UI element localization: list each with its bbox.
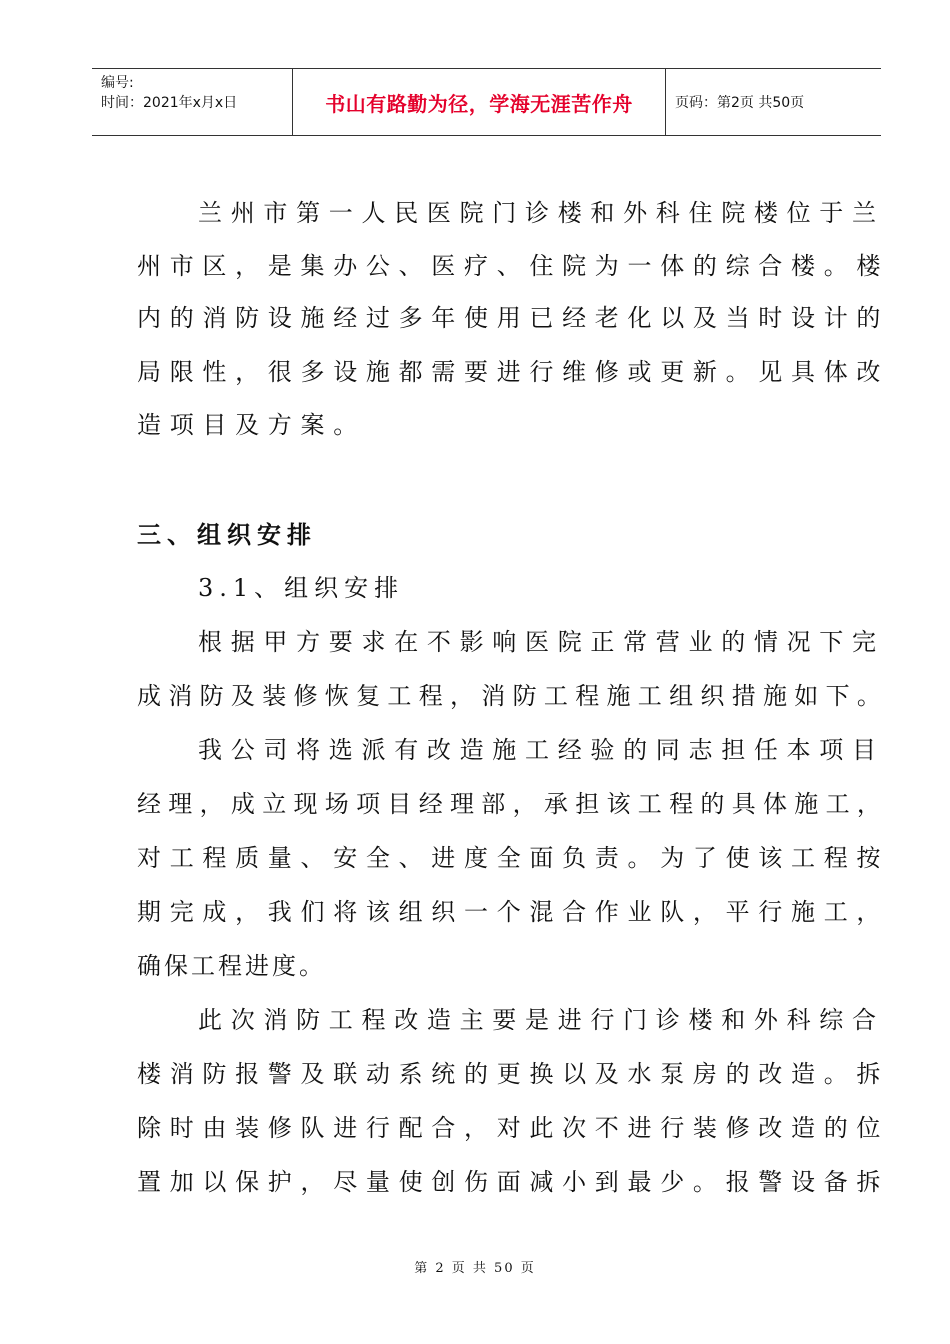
body-line: 经理，成立现场项目经理部，承担该工程的具体施工， [137, 790, 889, 818]
body-line: 造项目及方案。 [137, 411, 366, 439]
body-line: 兰州市第一人民医院门诊楼和外科住院楼位于兰 [198, 199, 885, 227]
header-page-info: 页码：第2页 共50页 [675, 95, 805, 111]
header-meta-cell [92, 69, 293, 135]
body-line: 除时由装修队进行配合，对此次不进行装修改造的位 [137, 1114, 890, 1142]
subsection-heading: 3.1、组织安排 [198, 574, 405, 602]
body-line: 根据甲方要求在不影响医院正常营业的情况下完 [198, 628, 885, 656]
document-number-label: 编号: [101, 75, 134, 91]
header-motto-cell [293, 69, 666, 135]
body-line: 楼消防报警及联动系统的更换以及水泵房的改造。拆 [137, 1060, 890, 1088]
page-header [92, 68, 881, 136]
body-line: 局限性，很多设施都需要进行维修或更新。见具体改 [137, 358, 890, 386]
document-time-label: 时间：2021年x月x日 [101, 95, 238, 111]
body-line: 此次消防工程改造主要是进行门诊楼和外科综合 [198, 1006, 885, 1034]
body-line: 我公司将选派有改造施工经验的同志担任本项目 [198, 736, 885, 764]
body-line: 成消防及装修恢复工程，消防工程施工组织措施如下。 [137, 682, 889, 710]
body-line: 期完成，我们将该组织一个混合作业队，平行施工， [137, 898, 890, 926]
body-line: 置加以保护，尽量使创伤面减小到最少。报警设备拆 [137, 1168, 890, 1196]
body-line: 内的消防设施经过多年使用已经老化以及当时设计的 [137, 304, 890, 332]
header-motto: 书山有路勤为径，学海无涯苦作舟 [325, 91, 633, 116]
body-line: 州市区，是集办公、医疗、住院为一体的综合楼。楼 [137, 252, 890, 280]
header-page-cell [666, 69, 881, 135]
body-line: 对工程质量、安全、进度全面负责。为了使该工程按 [137, 844, 890, 872]
section-heading: 三、组织安排 [137, 521, 317, 549]
page-footer: 第 2 页 共 50 页 [414, 1261, 536, 1276]
body-line: 确保工程进度。 [137, 952, 326, 980]
